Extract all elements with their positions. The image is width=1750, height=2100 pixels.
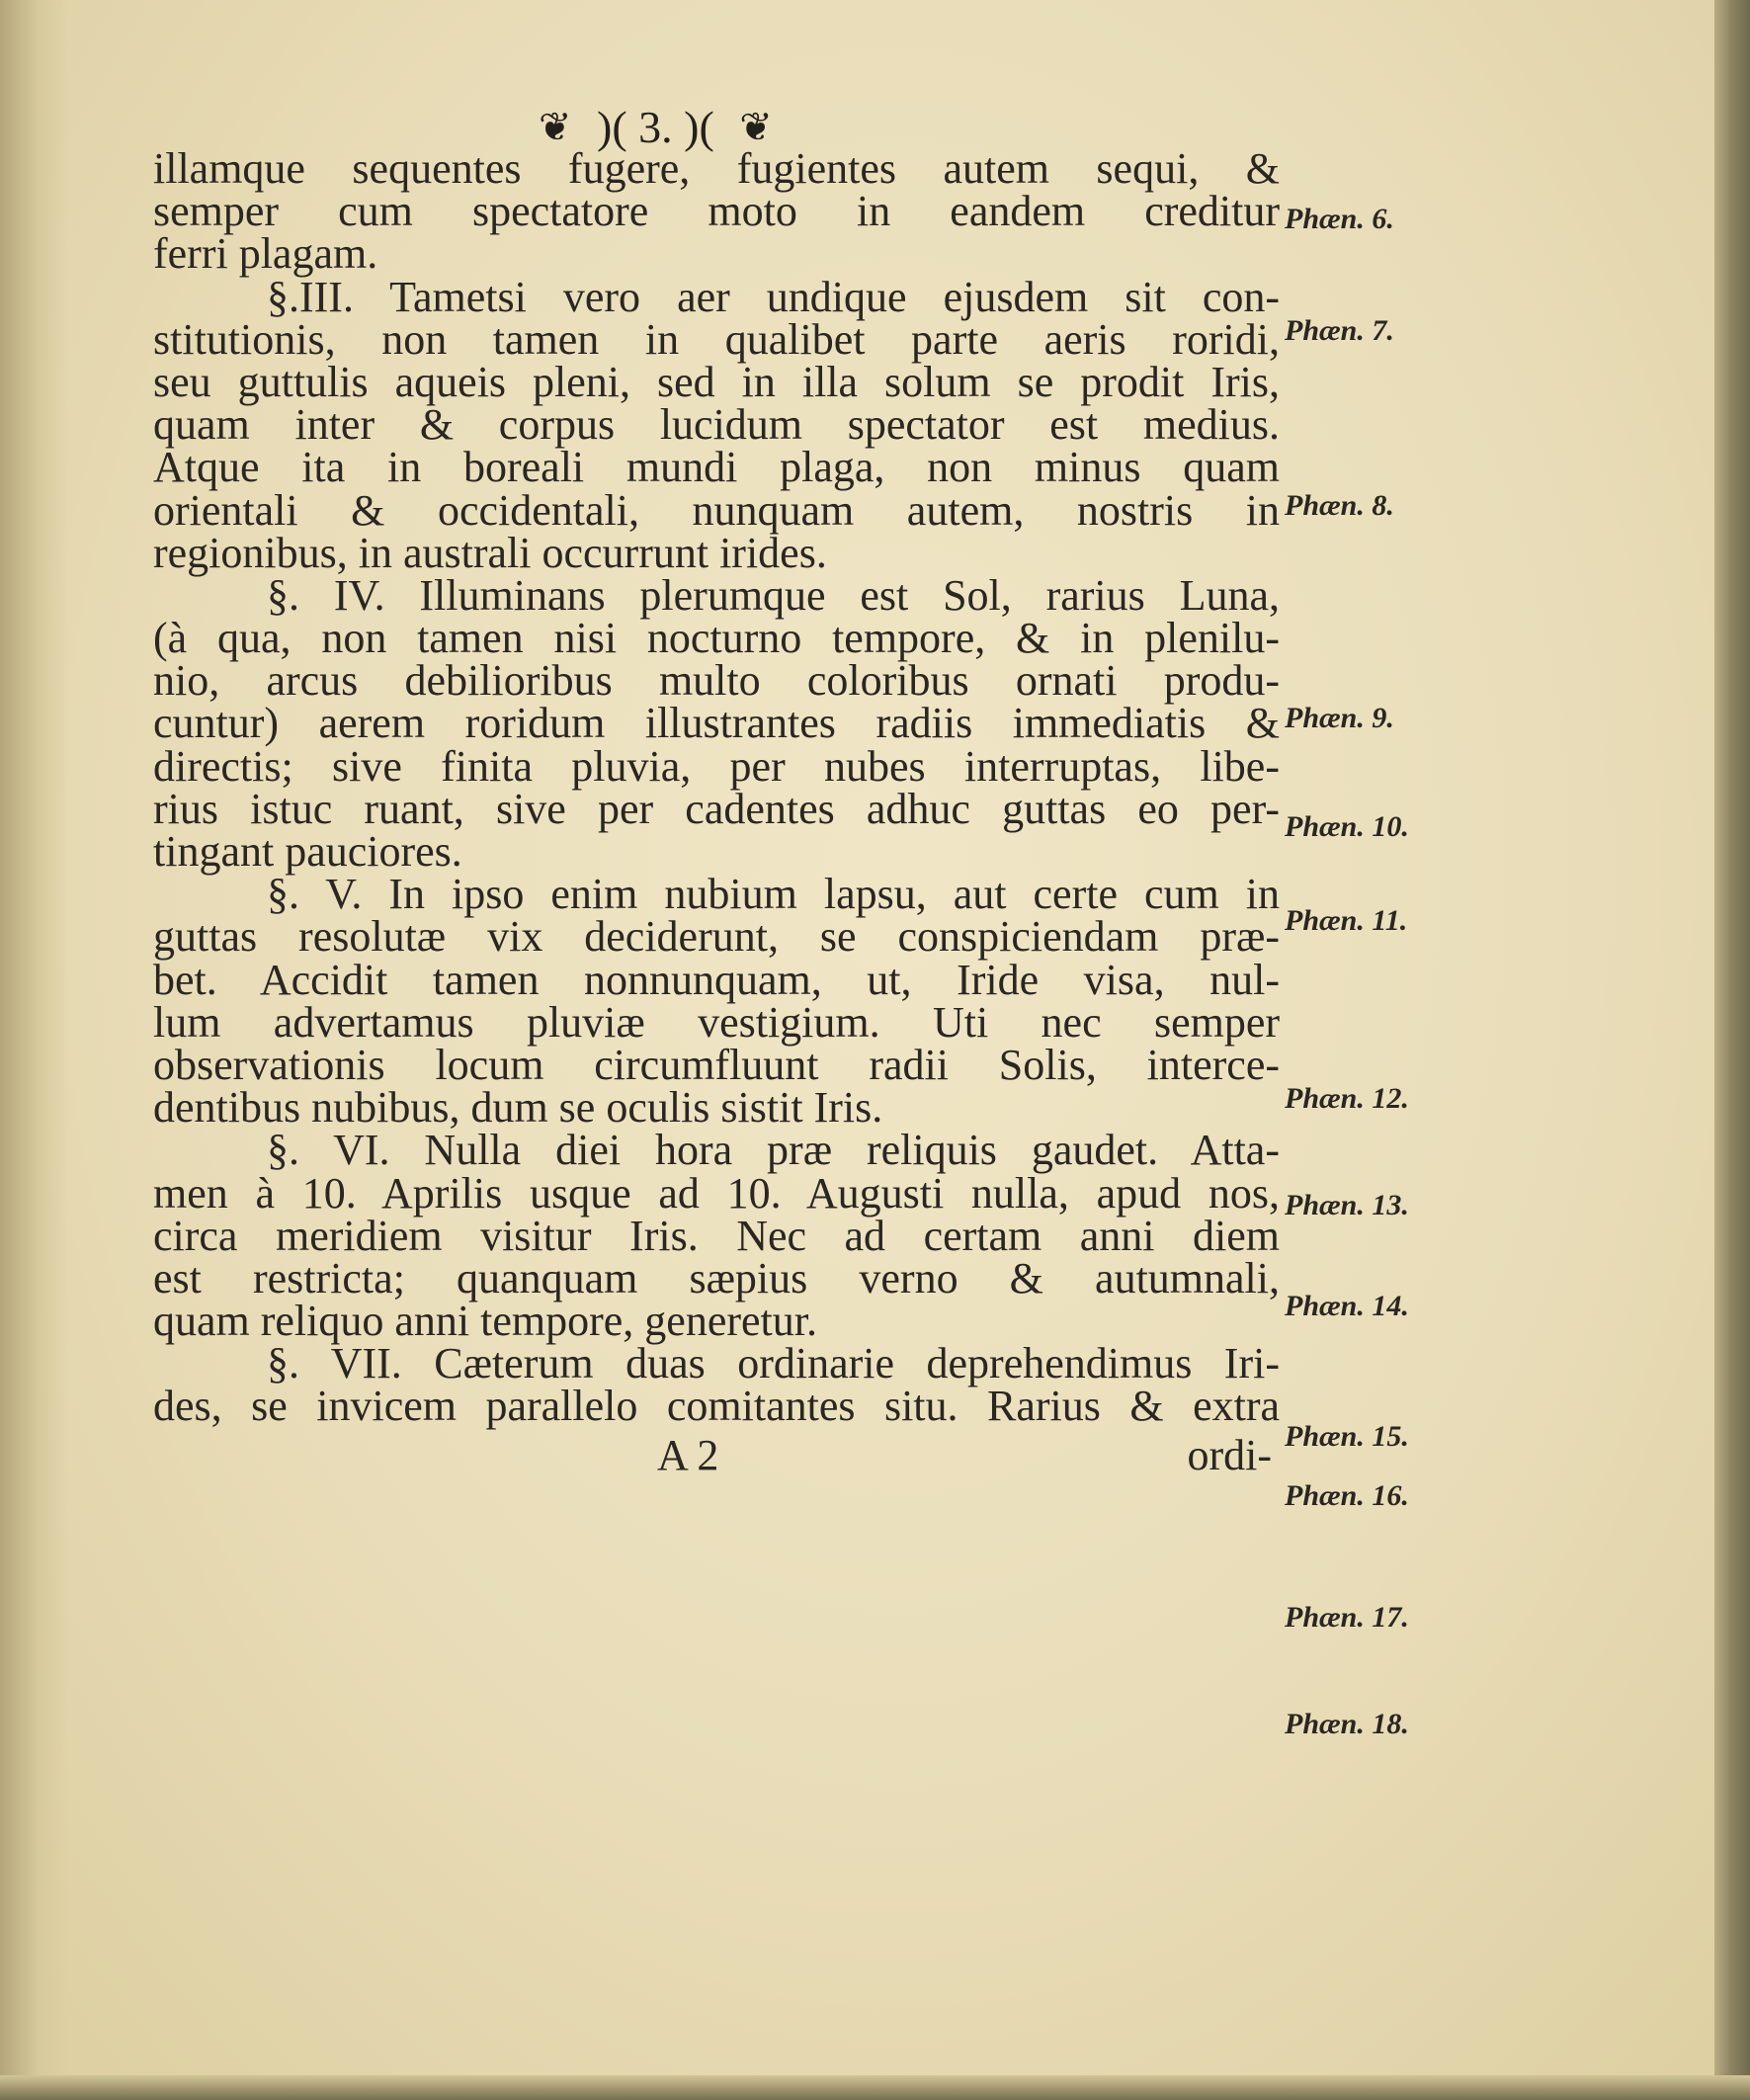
text-line: men à 10. Aprilis usque ad 10. Augusti nulla, apud nos, (153, 1168, 1280, 1218)
fleuron-right-icon: ❦ (739, 105, 773, 150)
text-line: guttas resolutæ vix deciderunt, se conspiciendam præ- (153, 912, 1280, 962)
paragraph-start-line: §. V. In ipso enim nubium lapsu, aut certe cum in (267, 870, 1280, 919)
margin-note: Phæn. 6. (1285, 203, 1394, 235)
text-line: stitutionis, non tamen in qualibet parte aeris roridi, (153, 314, 1280, 364)
body-text (153, 144, 1280, 1481)
page-footer (153, 1430, 1280, 1481)
signature-mark: A 2 (657, 1430, 719, 1479)
text-line: orientali & occidentali, nunquam autem, nostris in (153, 485, 1280, 535)
text-line: lum advertamus pluviæ vestigium. Uti nec semper (153, 997, 1280, 1047)
margin-note: Phæn. 9. (1285, 702, 1394, 734)
text-line: observationis locum circumfluunt radii Solis, interce- (153, 1040, 1280, 1089)
margin-note: Phæn. 18. (1285, 1708, 1409, 1740)
fleuron-left-icon: ❦ (539, 105, 572, 150)
margin-note: Phæn. 11. (1285, 904, 1408, 937)
text-line: semper cum spectatore moto in eandem creditur (153, 187, 1280, 236)
page-fore-edge (1714, 0, 1750, 2100)
text-line: des, se invicem parallelo comitantes situ. Rarius & extra (153, 1382, 1280, 1431)
text-line: regionibus, in australi occurrunt irides. (153, 528, 827, 577)
text-line: (à qua, non tamen nisi nocturno tempore, & in plenilu- (153, 614, 1280, 663)
page-gutter-shadow (0, 0, 69, 2087)
margin-note: Phæn. 8. (1285, 489, 1394, 522)
paragraph-start-line: §.III. Tametsi vero aer undique ejusdem sit con- (267, 272, 1280, 321)
paragraph-start-line: §. VI. Nulla diei hora præ reliquis gaudet. Atta- (267, 1126, 1280, 1175)
text-line: tingant pauciores. (153, 827, 462, 876)
margin-note: Phæn. 12. (1285, 1082, 1409, 1115)
text-line: rius istuc ruant, sive per cadentes adhuc guttas eo per- (153, 784, 1280, 833)
margin-note: Phæn. 10. (1285, 810, 1409, 843)
text-line: cuntur) aerem roridum illustrantes radiis immediatis & (153, 699, 1280, 748)
text-line: directis; sive finita pluvia, per nubes interruptas, libe- (153, 741, 1280, 791)
margin-note: Phæn. 7. (1285, 314, 1394, 347)
text-line: bet. Accidit tamen nonnunquam, ut, Iride visa, nul- (153, 955, 1280, 1004)
catchword: ordi- (1187, 1430, 1272, 1479)
margin-note: Phæn. 14. (1285, 1290, 1409, 1322)
text-line: ferri plagam. (153, 229, 378, 279)
margin-note: Phæn. 17. (1285, 1601, 1409, 1634)
text-line: quam reliquo anni tempore, generetur. (153, 1297, 817, 1346)
page-bottom-edge (0, 2075, 1750, 2100)
text-line: dentibus nubibus, dum se oculis sistit Iris. (153, 1083, 883, 1133)
text-line: illamque sequentes fugere, fugientes autem sequi, & (153, 144, 1280, 193)
text-line: nio, arcus debilioribus multo coloribus ornati produ- (153, 656, 1280, 706)
page-number: )( 3. )( (597, 102, 714, 153)
paragraph-start-line: §. VII. Cæterum duas ordinarie deprehendimus Iri- (267, 1339, 1280, 1388)
margin-note: Phæn. 13. (1285, 1189, 1409, 1221)
text-line: Atque ita in boreali mundi plaga, non minus quam (153, 443, 1280, 492)
margin-note: Phæn. 16. (1285, 1479, 1409, 1512)
paragraph-start-line: §. IV. Illuminans plerumque est Sol, rarius Luna, (267, 570, 1280, 620)
text-line: quam inter & corpus lucidum spectator est medius. (153, 400, 1280, 450)
text-line: est restricta; quanquam sæpius verno & autumnali, (153, 1253, 1280, 1302)
text-line: seu guttulis aqueis pleni, sed in illa solum se prodit Iris, (153, 357, 1280, 406)
margin-note: Phæn. 15. (1285, 1420, 1409, 1453)
text-line: circa meridiem visitur Iris. Nec ad certam anni diem (153, 1211, 1280, 1260)
